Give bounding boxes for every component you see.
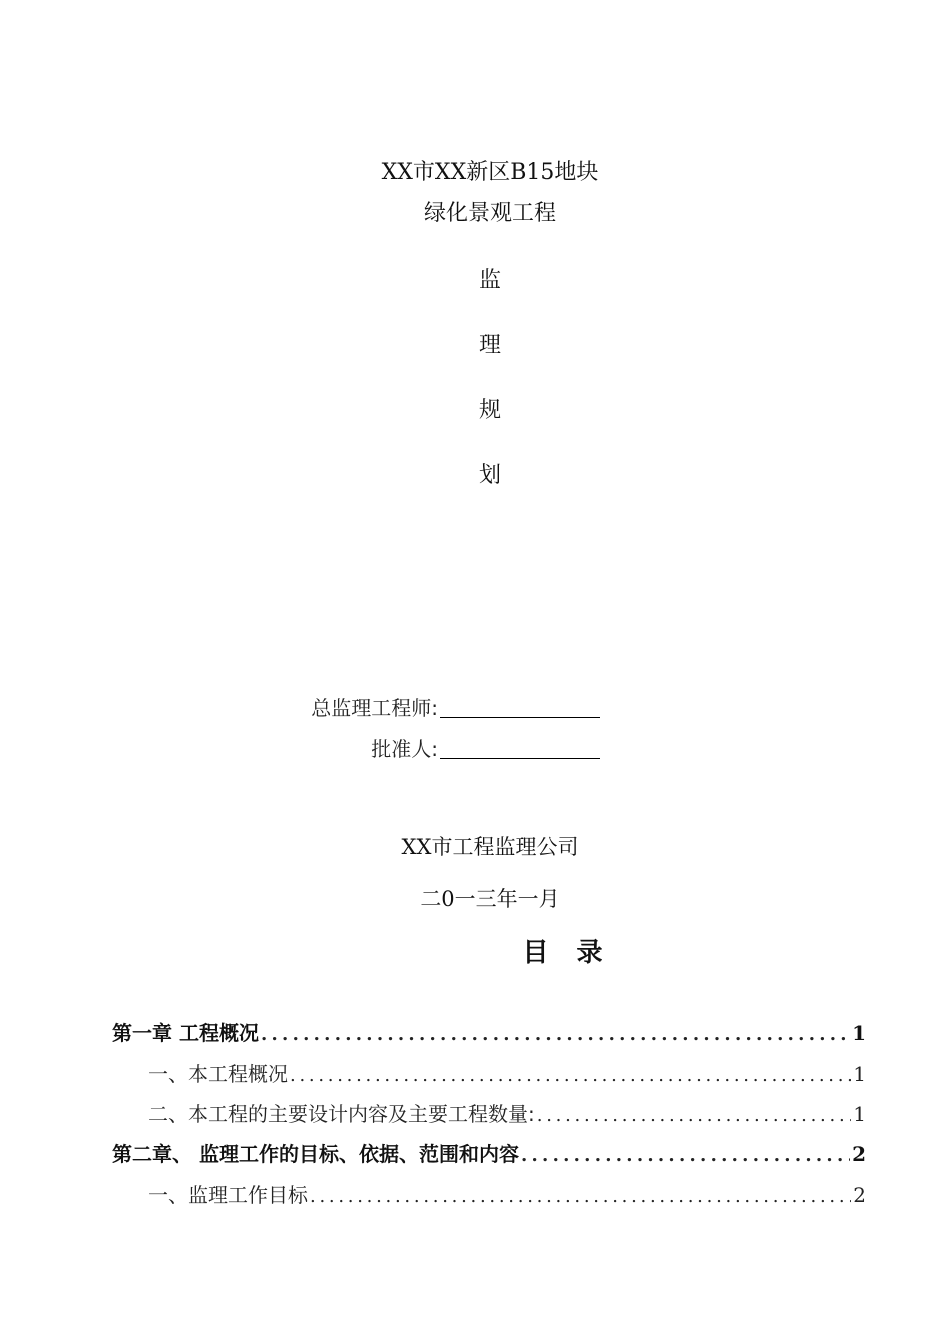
approver-signature-row (0, 731, 600, 763)
vertical-title-char-2: 理 (478, 333, 501, 358)
company-name: XX市工程监理公司 (401, 835, 579, 859)
chief-engineer-signature-row (0, 690, 600, 722)
cover-title-line1: XX市XX新区B15地块 (381, 160, 599, 185)
toc-entry-page: 1 (853, 1062, 866, 1086)
toc-entry-text: 二、本工程的主要设计内容及主要工程数量: (148, 1102, 535, 1126)
toc-entry-text: 一、监理工作目标 (148, 1183, 308, 1207)
toc-leader-dots (537, 1105, 852, 1126)
chief-engineer-signature-line (440, 695, 600, 718)
approver-label: 批准人: (371, 737, 438, 761)
approver-signature-line (440, 736, 600, 759)
toc-entry[interactable] (112, 1138, 866, 1168)
toc-entry-page: 1 (852, 1021, 866, 1045)
toc-entry[interactable] (148, 1179, 866, 1209)
toc-entry[interactable] (112, 1017, 866, 1047)
vertical-title-char-3: 规 (478, 398, 501, 423)
toc-entry[interactable] (148, 1098, 866, 1128)
toc-entry-page: 2 (853, 1183, 866, 1207)
toc-leader-dots (310, 1186, 851, 1207)
toc-entry[interactable] (148, 1058, 866, 1088)
vertical-title-char-4: 划 (478, 463, 501, 488)
chief-engineer-label: 总监理工程师: (311, 696, 438, 720)
toc-leader-dots (261, 1024, 850, 1045)
toc-entry-page: 1 (853, 1102, 866, 1126)
toc-title: 目 录 (522, 938, 604, 968)
cover-date: 二0一三年一月 (420, 887, 560, 911)
cover-title-line2: 绿化景观工程 (423, 201, 556, 226)
toc-leader-dots (521, 1145, 850, 1166)
toc-entry-text: 第二章、 监理工作的目标、依据、范围和内容 (112, 1142, 519, 1166)
toc-leader-dots (290, 1065, 851, 1086)
toc-entry-text: 一、本工程概况 (148, 1062, 288, 1086)
toc-entry-text: 第一章 工程概况 (112, 1021, 259, 1045)
vertical-title-char-1: 监 (478, 268, 501, 293)
toc-entry-page: 2 (852, 1142, 866, 1166)
